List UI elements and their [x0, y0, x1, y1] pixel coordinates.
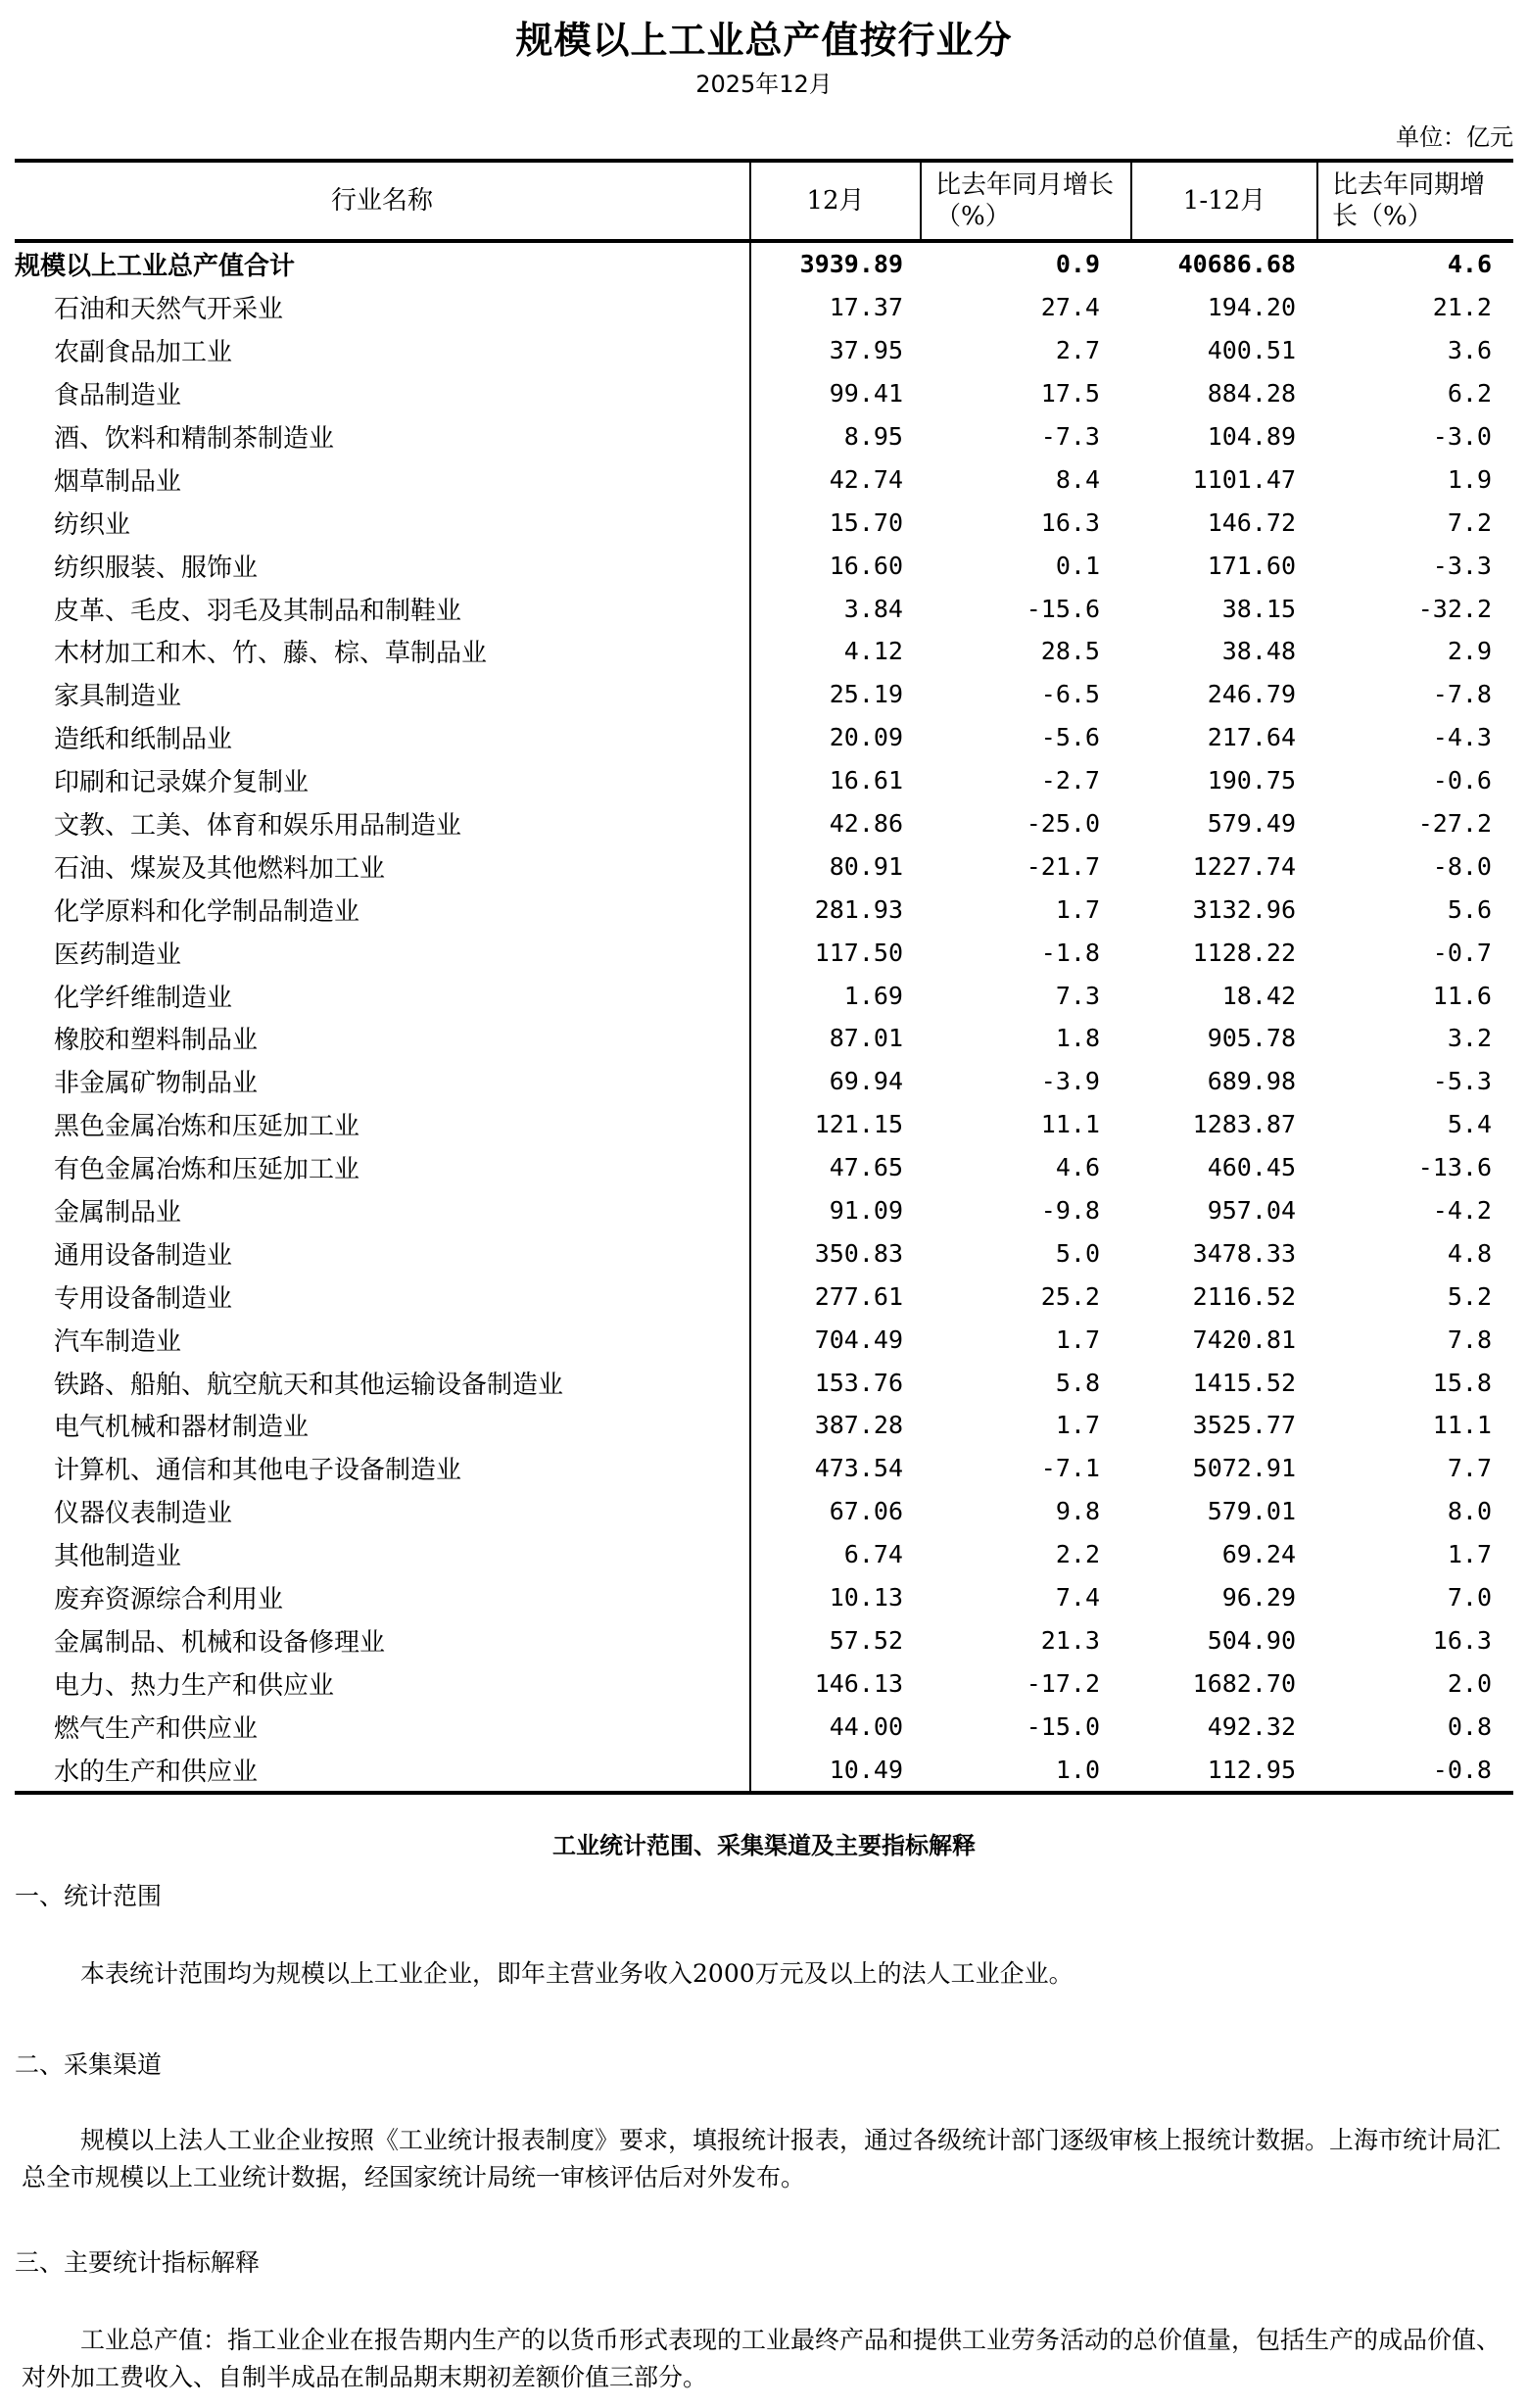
table-row: [15, 931, 1513, 974]
table-row: [15, 888, 1513, 931]
industry-name: 木材加工和木、竹、藤、棕、草制品业: [15, 630, 750, 673]
december-value: 80.91: [829, 851, 903, 881]
industry-name: 金属制品、机械和设备修理业: [15, 1619, 750, 1662]
industry-name: 非金属矿物制品业: [15, 1060, 750, 1103]
table-row-total: [15, 241, 1513, 286]
ytd-value: 104.89: [1207, 422, 1296, 451]
table-row: [15, 759, 1513, 802]
december-value: 42.86: [829, 809, 903, 839]
ytd-value: 1415.52: [1192, 1368, 1296, 1397]
ytd-yoy: 4.6: [1447, 250, 1492, 279]
ytd-yoy: 7.0: [1447, 1583, 1492, 1613]
ytd-yoy: 7.2: [1447, 507, 1492, 537]
december-value: 10.13: [829, 1583, 903, 1613]
december-yoy: -5.6: [1040, 723, 1100, 752]
ytd-value: 3132.96: [1192, 894, 1296, 924]
december-value: 57.52: [829, 1625, 903, 1655]
december-value: 117.50: [814, 938, 903, 967]
ytd-yoy: 3.2: [1447, 1024, 1492, 1053]
table-row: [15, 1748, 1513, 1793]
december-yoy: 1.7: [1055, 1324, 1100, 1354]
ytd-value: 957.04: [1207, 1196, 1296, 1226]
ytd-yoy: -0.8: [1432, 1755, 1492, 1784]
december-value: 47.65: [829, 1153, 903, 1182]
industry-name: 规模以上工业总产值合计: [15, 241, 750, 286]
ytd-value: 579.01: [1207, 1497, 1296, 1526]
table-row: [15, 1017, 1513, 1060]
december-value: 8.95: [843, 422, 903, 451]
december-yoy: 21.3: [1040, 1625, 1100, 1655]
industry-name: 酒、饮料和精制茶制造业: [15, 415, 750, 458]
ytd-value: 884.28: [1207, 379, 1296, 409]
december-yoy: 2.2: [1055, 1540, 1100, 1569]
december-yoy: 1.0: [1055, 1755, 1100, 1784]
ytd-value: 400.51: [1207, 336, 1296, 365]
col-header-ytd: 1-12月: [1131, 161, 1317, 241]
december-yoy: -6.5: [1040, 680, 1100, 709]
industry-name: 烟草制品业: [15, 458, 750, 501]
ytd-yoy: 11.1: [1432, 1411, 1492, 1440]
table-row: [15, 286, 1513, 329]
december-value: 704.49: [814, 1324, 903, 1354]
ytd-yoy: 6.2: [1447, 379, 1492, 409]
table-row: [15, 329, 1513, 372]
december-value: 42.74: [829, 464, 903, 494]
industry-name: 家具制造业: [15, 673, 750, 716]
table-row: [15, 372, 1513, 415]
december-value: 1.69: [843, 981, 903, 1010]
section-heading-scope: 一、统计范围: [15, 1882, 163, 1910]
ytd-value: 1101.47: [1192, 464, 1296, 494]
december-yoy: -2.7: [1040, 766, 1100, 795]
ytd-value: 1682.70: [1192, 1668, 1296, 1698]
ytd-yoy: 21.2: [1432, 293, 1492, 322]
december-yoy: -9.8: [1040, 1196, 1100, 1226]
section-text-channel: 规模以上法人工业企业按照《工业统计报表制度》要求，填报统计报表，通过各级统计部门逐级审核上报统计数据。上海市统计局汇总全市规模以上工业统计数据，经国家统计局统一审核评估后对外发布。: [22, 2126, 1502, 2191]
december-value: 17.37: [829, 293, 903, 322]
section-text-scope: 本表统计范围均为规模以上工业企业，即年主营业务收入2000万元及以上的法人工业企业。: [80, 1959, 1074, 1988]
industry-name: 黑色金属冶炼和压延加工业: [15, 1103, 750, 1146]
table-row: [15, 1705, 1513, 1748]
ytd-yoy: -0.7: [1432, 938, 1492, 967]
ytd-value: 217.64: [1207, 723, 1296, 752]
industry-name: 铁路、船舶、航空航天和其他运输设备制造业: [15, 1361, 750, 1404]
december-yoy: -21.7: [1026, 851, 1100, 881]
ytd-value: 1227.74: [1192, 851, 1296, 881]
table-row: [15, 1447, 1513, 1490]
ytd-value: 460.45: [1207, 1153, 1296, 1182]
table-row: [15, 415, 1513, 458]
ytd-yoy: 3.6: [1447, 336, 1492, 365]
december-yoy: 7.3: [1055, 981, 1100, 1010]
december-value: 16.60: [829, 551, 903, 580]
december-yoy: 0.1: [1055, 551, 1100, 580]
ytd-yoy: 4.8: [1447, 1238, 1492, 1268]
december-value: 44.00: [829, 1711, 903, 1741]
december-yoy: 28.5: [1040, 637, 1100, 666]
industry-name: 电力、热力生产和供应业: [15, 1662, 750, 1705]
ytd-yoy: -32.2: [1417, 594, 1492, 623]
december-yoy: 1.7: [1055, 894, 1100, 924]
december-value: 3939.89: [799, 250, 903, 279]
industry-name: 计算机、通信和其他电子设备制造业: [15, 1447, 750, 1490]
industry-name: 专用设备制造业: [15, 1275, 750, 1318]
ytd-yoy: -4.2: [1432, 1196, 1492, 1226]
december-value: 20.09: [829, 723, 903, 752]
ytd-yoy: 5.2: [1447, 1281, 1492, 1311]
december-yoy: 0.9: [1055, 250, 1100, 279]
december-value: 153.76: [814, 1368, 903, 1397]
table-row: [15, 716, 1513, 759]
ytd-yoy: -4.3: [1432, 723, 1492, 752]
december-value: 25.19: [829, 680, 903, 709]
december-yoy: 5.0: [1055, 1238, 1100, 1268]
december-yoy: 8.4: [1055, 464, 1100, 494]
december-yoy: 5.8: [1055, 1368, 1100, 1397]
col-header-industry: 行业名称: [15, 161, 750, 241]
table-row: [15, 1060, 1513, 1103]
december-value: 281.93: [814, 894, 903, 924]
ytd-value: 171.60: [1207, 551, 1296, 580]
ytd-yoy: 16.3: [1432, 1625, 1492, 1655]
ytd-value: 3478.33: [1192, 1238, 1296, 1268]
ytd-value: 96.29: [1221, 1583, 1296, 1613]
december-yoy: -1.8: [1040, 938, 1100, 967]
industry-name: 石油、煤炭及其他燃料加工业: [15, 844, 750, 888]
ytd-yoy: 2.0: [1447, 1668, 1492, 1698]
december-value: 350.83: [814, 1238, 903, 1268]
notes-title: 工业统计范围、采集渠道及主要指标解释: [552, 1832, 976, 1859]
table-row: [15, 630, 1513, 673]
december-yoy: -25.0: [1026, 809, 1100, 839]
industry-output-table: [15, 159, 1513, 1795]
table-row: [15, 1619, 1513, 1662]
ytd-value: 38.48: [1221, 637, 1296, 666]
industry-name: 电气机械和器材制造业: [15, 1404, 750, 1447]
industry-name: 皮革、毛皮、羽毛及其制品和制鞋业: [15, 587, 750, 630]
table-row: [15, 802, 1513, 845]
ytd-value: 246.79: [1207, 680, 1296, 709]
unit-label: 单位：亿元: [1396, 123, 1513, 151]
december-yoy: 1.8: [1055, 1024, 1100, 1053]
table-row: [15, 844, 1513, 888]
december-value: 4.12: [843, 637, 903, 666]
industry-name: 纺织业: [15, 501, 750, 544]
table-row: [15, 458, 1513, 501]
table-row: [15, 1361, 1513, 1404]
december-value: 473.54: [814, 1454, 903, 1483]
ytd-yoy: 7.7: [1447, 1454, 1492, 1483]
ytd-yoy: -8.0: [1432, 851, 1492, 881]
ytd-value: 504.90: [1207, 1625, 1296, 1655]
ytd-yoy: -0.6: [1432, 766, 1492, 795]
industry-name: 文教、工美、体育和娱乐用品制造业: [15, 802, 750, 845]
december-yoy: 16.3: [1040, 507, 1100, 537]
december-yoy: 27.4: [1040, 293, 1100, 322]
december-yoy: 7.4: [1055, 1583, 1100, 1613]
ytd-yoy: 1.9: [1447, 464, 1492, 494]
ytd-value: 190.75: [1207, 766, 1296, 795]
industry-name: 化学纤维制造业: [15, 974, 750, 1017]
industry-name: 汽车制造业: [15, 1318, 750, 1361]
table-row: [15, 1103, 1513, 1146]
december-yoy: -7.1: [1040, 1454, 1100, 1483]
ytd-yoy: 5.4: [1447, 1110, 1492, 1139]
ytd-value: 5072.91: [1192, 1454, 1296, 1483]
industry-name: 金属制品业: [15, 1189, 750, 1232]
table-row: [15, 1146, 1513, 1189]
december-yoy: -15.6: [1026, 594, 1100, 623]
december-value: 67.06: [829, 1497, 903, 1526]
industry-name: 燃气生产和供应业: [15, 1705, 750, 1748]
table-row: [15, 1275, 1513, 1318]
report-period: 2025年12月: [695, 71, 833, 98]
ytd-value: 7420.81: [1192, 1324, 1296, 1354]
table-row: [15, 1318, 1513, 1361]
industry-name: 造纸和纸制品业: [15, 716, 750, 759]
ytd-yoy: -5.3: [1432, 1067, 1492, 1096]
industry-name: 废弃资源综合利用业: [15, 1576, 750, 1619]
industry-name: 水的生产和供应业: [15, 1748, 750, 1793]
industry-name: 橡胶和塑料制品业: [15, 1017, 750, 1060]
col-header-december: 12月: [750, 161, 921, 241]
table-row: [15, 1189, 1513, 1232]
table-row: [15, 673, 1513, 716]
col-header-december-yoy: 比去年同月增长（%）: [921, 161, 1131, 241]
table-row: [15, 974, 1513, 1017]
december-value: 3.84: [843, 594, 903, 623]
december-value: 10.49: [829, 1755, 903, 1784]
december-yoy: -15.0: [1026, 1711, 1100, 1741]
december-value: 69.94: [829, 1067, 903, 1096]
table-row: [15, 1576, 1513, 1619]
december-yoy: -7.3: [1040, 422, 1100, 451]
section-text-indicators: 工业总产值：指工业企业在报告期内生产的以货币形式表现的工业最终产品和提供工业劳务活动的总价值量，包括生产的成品价值、对外加工费收入、自制半成品在制品期末期初差额价值三部分。: [22, 2326, 1502, 2391]
ytd-yoy: 0.8: [1447, 1711, 1492, 1741]
ytd-yoy: -3.3: [1432, 551, 1492, 580]
december-value: 16.61: [829, 766, 903, 795]
table-row: [15, 1662, 1513, 1705]
ytd-yoy: 15.8: [1432, 1368, 1492, 1397]
ytd-value: 492.32: [1207, 1711, 1296, 1741]
ytd-value: 146.72: [1207, 507, 1296, 537]
page-title: 规模以上工业总产值按行业分: [515, 19, 1013, 62]
industry-name: 医药制造业: [15, 931, 750, 974]
ytd-yoy: 8.0: [1447, 1497, 1492, 1526]
ytd-value: 112.95: [1207, 1755, 1296, 1784]
ytd-value: 194.20: [1207, 293, 1296, 322]
december-yoy: 1.7: [1055, 1411, 1100, 1440]
december-yoy: -3.9: [1040, 1067, 1100, 1096]
ytd-value: 69.24: [1221, 1540, 1296, 1569]
ytd-yoy: 7.8: [1447, 1324, 1492, 1354]
industry-name: 石油和天然气开采业: [15, 286, 750, 329]
ytd-value: 2116.52: [1192, 1281, 1296, 1311]
ytd-yoy: 1.7: [1447, 1540, 1492, 1569]
december-yoy: 9.8: [1055, 1497, 1100, 1526]
industry-name: 食品制造业: [15, 372, 750, 415]
ytd-value: 689.98: [1207, 1067, 1296, 1096]
ytd-value: 1283.87: [1192, 1110, 1296, 1139]
ytd-yoy: -3.0: [1432, 422, 1492, 451]
section-heading-indicators: 三、主要统计指标解释: [15, 2248, 261, 2277]
december-value: 91.09: [829, 1196, 903, 1226]
december-value: 99.41: [829, 379, 903, 409]
december-yoy: 25.2: [1040, 1281, 1100, 1311]
ytd-yoy: 11.6: [1432, 981, 1492, 1010]
ytd-value: 40686.68: [1177, 250, 1296, 279]
december-yoy: 17.5: [1040, 379, 1100, 409]
december-value: 387.28: [814, 1411, 903, 1440]
ytd-yoy: 5.6: [1447, 894, 1492, 924]
industry-name: 仪器仪表制造业: [15, 1490, 750, 1533]
table-row: [15, 587, 1513, 630]
december-value: 146.13: [814, 1668, 903, 1698]
industry-name: 其他制造业: [15, 1533, 750, 1576]
ytd-yoy: -13.6: [1417, 1153, 1492, 1182]
industry-name: 化学原料和化学制品制造业: [15, 888, 750, 931]
december-value: 15.70: [829, 507, 903, 537]
table-header-row: [15, 161, 1513, 241]
december-yoy: 4.6: [1055, 1153, 1100, 1182]
ytd-value: 905.78: [1207, 1024, 1296, 1053]
ytd-yoy: -27.2: [1417, 809, 1492, 839]
ytd-value: 38.15: [1221, 594, 1296, 623]
table-row: [15, 501, 1513, 544]
ytd-value: 1128.22: [1192, 938, 1296, 967]
table-row: [15, 1404, 1513, 1447]
table-row: [15, 1490, 1513, 1533]
december-value: 87.01: [829, 1024, 903, 1053]
december-value: 277.61: [814, 1281, 903, 1311]
december-yoy: 11.1: [1040, 1110, 1100, 1139]
ytd-value: 579.49: [1207, 809, 1296, 839]
table-row: [15, 1231, 1513, 1275]
section-heading-channel: 二、采集渠道: [15, 2050, 163, 2079]
industry-name: 通用设备制造业: [15, 1231, 750, 1275]
december-value: 6.74: [843, 1540, 903, 1569]
industry-name: 纺织服装、服饰业: [15, 544, 750, 587]
december-yoy: -17.2: [1026, 1668, 1100, 1698]
ytd-value: 18.42: [1221, 981, 1296, 1010]
ytd-yoy: -7.8: [1432, 680, 1492, 709]
table-body: [15, 241, 1513, 1793]
ytd-yoy: 2.9: [1447, 637, 1492, 666]
table-row: [15, 1533, 1513, 1576]
industry-name: 印刷和记录媒介复制业: [15, 759, 750, 802]
december-value: 121.15: [814, 1110, 903, 1139]
december-yoy: 2.7: [1055, 336, 1100, 365]
ytd-value: 3525.77: [1192, 1411, 1296, 1440]
industry-name: 农副食品加工业: [15, 329, 750, 372]
table-row: [15, 544, 1513, 587]
col-header-ytd-yoy: 比去年同期增长（%）: [1317, 161, 1513, 241]
industry-name: 有色金属冶炼和压延加工业: [15, 1146, 750, 1189]
december-value: 37.95: [829, 336, 903, 365]
